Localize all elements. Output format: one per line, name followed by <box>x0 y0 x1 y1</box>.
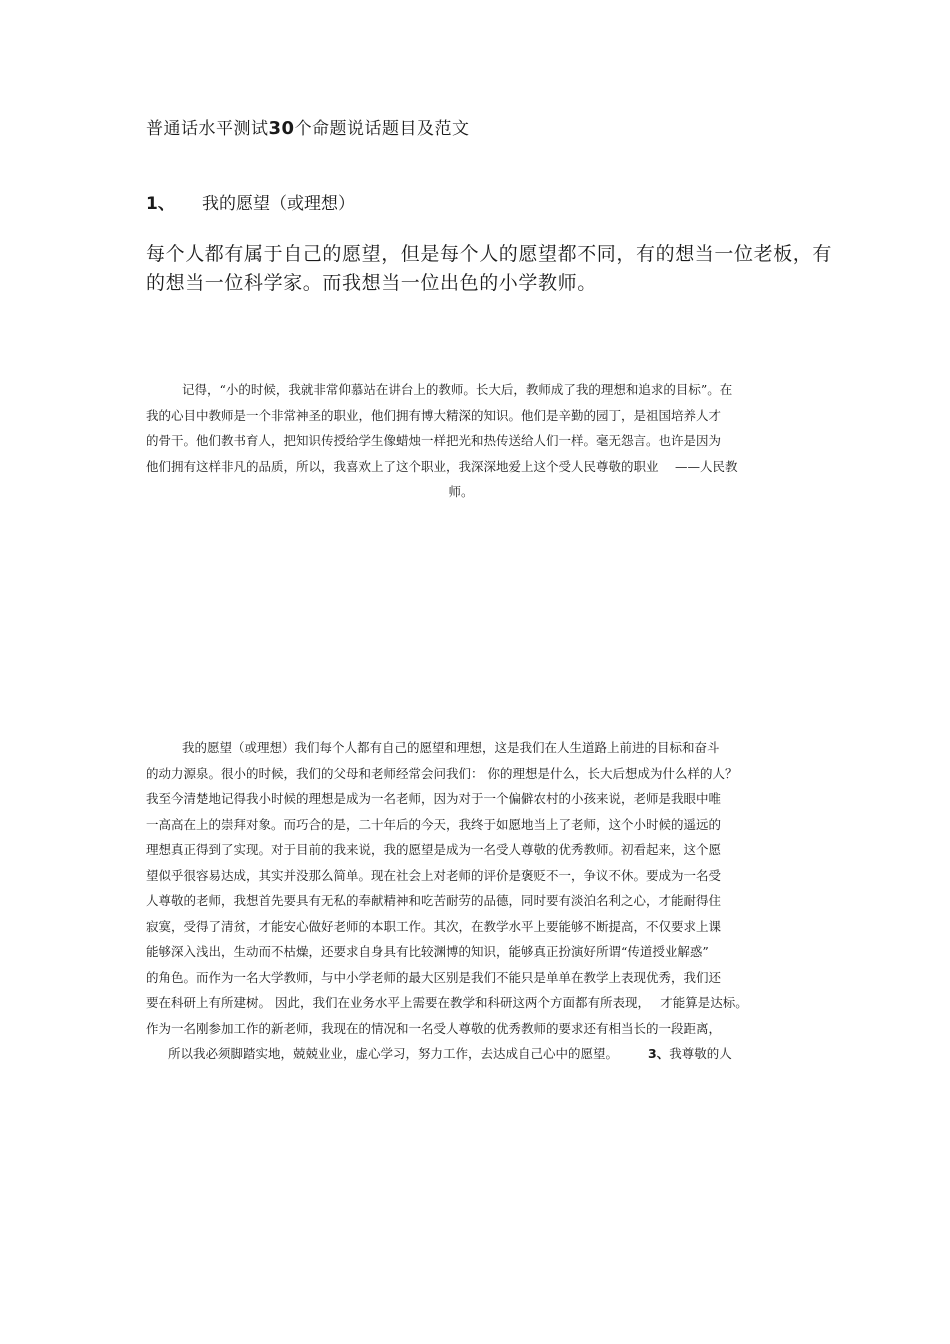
essay-line: 的角色。而作为一名大学教师，与中小学老师的最大区别是我们不能只是单单在教学上表现优秀，我们还 <box>146 969 722 985</box>
essay-line: 的动力源泉。很小的时候，我们的父母和老师经常会问我们： 你的理想是什么，长大后想成为什么样的人？ <box>146 765 738 781</box>
quote-line: 他们拥有这样非凡的品质，所以，我喜欢上了这个职业，我深深地爱上这个受人民尊敬的职业 ——人民教 <box>146 458 738 474</box>
quote-line: 师。 <box>448 484 474 499</box>
title-number: 30 <box>268 118 295 139</box>
intro-line: 的想当一位科学家。而我想当一位出色的小学教师。 <box>146 272 597 294</box>
quote-paragraph <box>146 377 816 505</box>
next-section-title: 我尊敬的人 <box>669 1046 732 1061</box>
essay-line: 一高高在上的崇拜对象。而巧合的是，二十年后的今天，我终于如愿地当上了老师，这个小时候的遥远的 <box>146 816 722 832</box>
section-number: 1、 <box>146 194 175 214</box>
essay-paragraph <box>146 735 816 1067</box>
title-suffix: 个命题说话题目及范文 <box>294 119 470 139</box>
essay-line: 我的愿望（或理想）我们每个人都有自己的愿望和理想，这是我们在人生道路上前进的目标和奋斗 <box>182 740 720 755</box>
quote-line: 我的心目中教师是一个非常神圣的职业，他们拥有博大精深的知识。他们是辛勤的园丁，是祖国培养人才 <box>146 407 722 423</box>
quote-line: 的骨干。他们教书育人，把知识传授给学生像蜡烛一样把光和热传送给人们一样。毫无怨言。也许是因为 <box>146 433 722 448</box>
essay-line: 作为一名刚参加工作的新老师，我现在的情况和一名受人尊敬的优秀教师的要求还有相当长的一段距离， <box>146 1020 722 1036</box>
essay-line: 理想真正得到了实现。对于目前的我来说，我的愿望是成为一名受人尊敬的优秀教师。初看起来，这个愿 <box>146 842 722 857</box>
intro-paragraph <box>146 240 833 298</box>
essay-line: 我至今清楚地记得我小时候的理想是成为一名老师，因为对于一个偏僻农村的小孩来说，老师是我眼中唯 <box>146 791 722 806</box>
section-title: 我的愿望（或理想） <box>202 194 355 214</box>
section-heading <box>146 189 355 214</box>
essay-line: 人尊敬的老师，我想首先要具有无私的奉献精神和吃苦耐劳的品德，同时要有淡泊名利之心，才能耐得住 <box>146 893 722 908</box>
document-title <box>146 114 470 139</box>
essay-line: 所以我必须脚踏实地，兢兢业业，虚心学习，努力工作，去达成自己心中的愿望。 <box>168 1046 619 1061</box>
essay-line: 望似乎很容易达成，其实并没那么简单。现在社会上对老师的评价是褒贬不一，争议不休。要成为一名受 <box>146 867 722 883</box>
next-section-number: 3、 <box>648 1046 670 1061</box>
title-prefix: 普通话水平测试 <box>146 119 269 139</box>
intro-line: 每个人都有属于自己的愿望，但是每个人的愿望都不同，有的想当一位老板，有 <box>146 243 833 265</box>
quote-line: 记得，“小的时候，我就非常仰慕站在讲台上的教师。长大后，教师成了我的理想和追求的目标”。在 <box>182 382 733 397</box>
essay-line: 寂寞，受得了清贫，才能安心做好老师的本职工作。其次，在教学水平上要能够不断提高，不仅要求上课 <box>146 918 722 934</box>
essay-line: 能够深入浅出，生动而不枯燥，还要求自身具有比较渊博的知识，能够真正扮演好所谓“传道授业解惑” <box>146 944 709 959</box>
essay-line: 要在科研上有所建树。 因此，我们在业务水平上需要在教学和科研这两个方面都有所表现， 才能算是达标。 <box>146 995 748 1010</box>
essay-last-line <box>146 1041 816 1067</box>
